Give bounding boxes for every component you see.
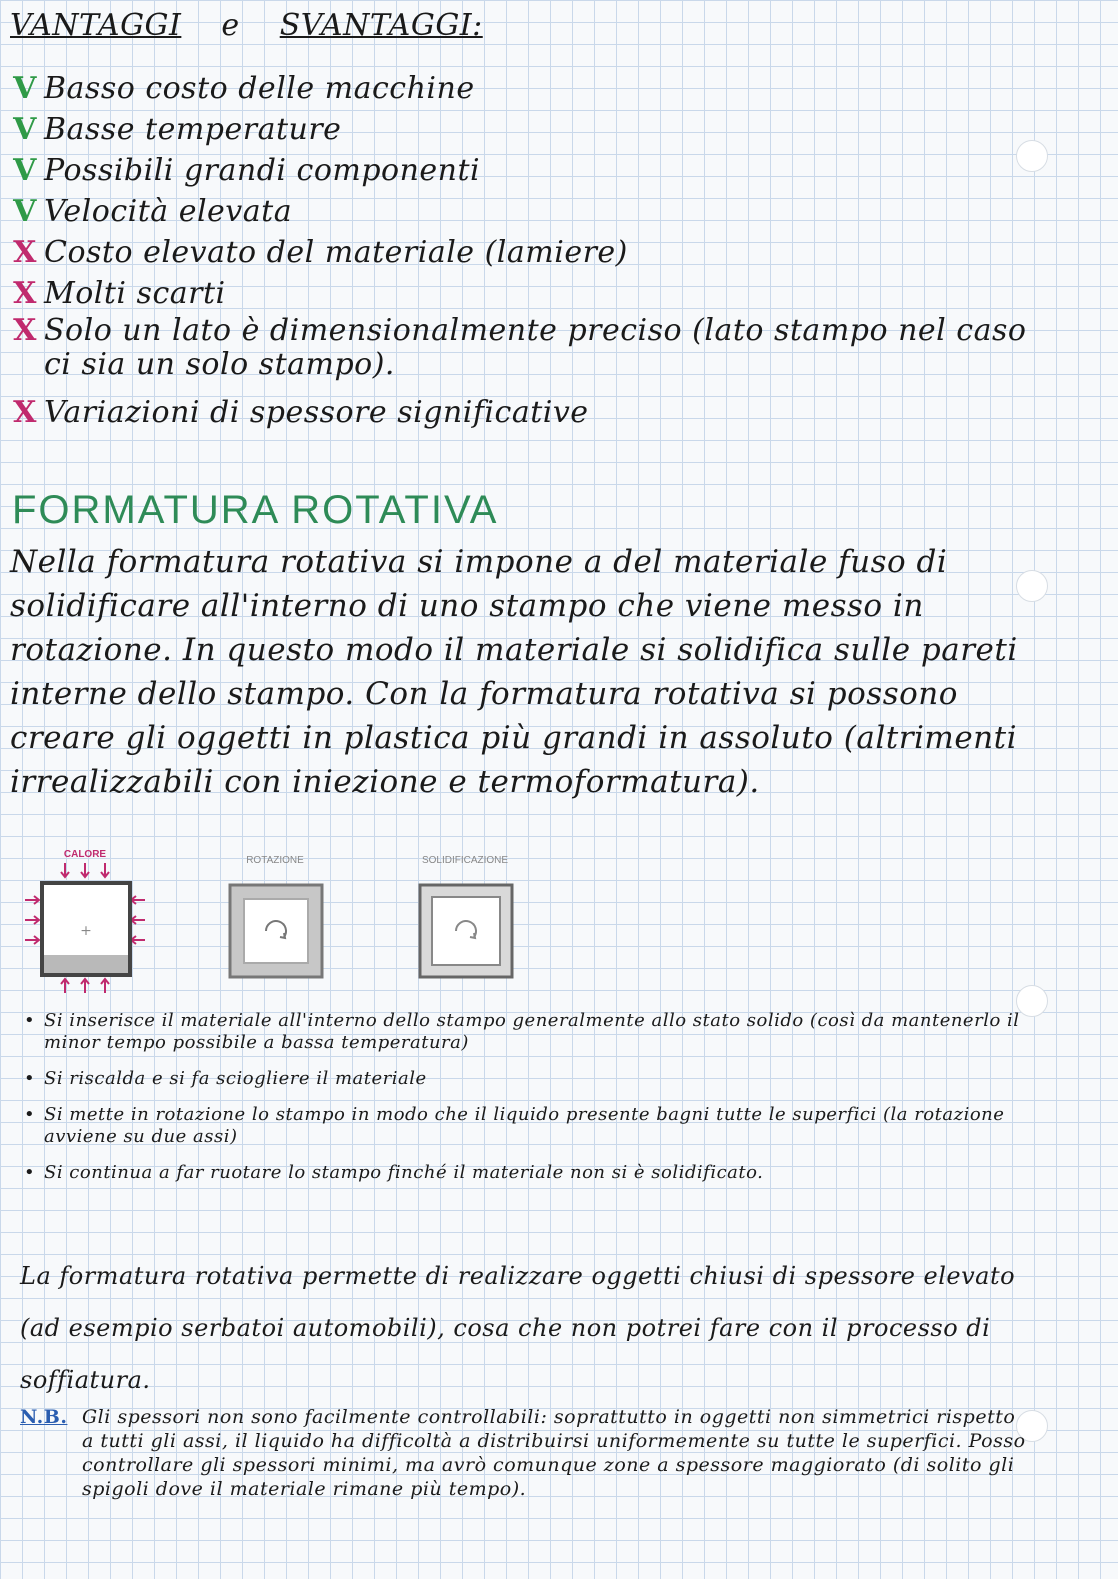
list-item — [6, 109, 1046, 150]
heading-disadvantages: SVANTAGGI: — [279, 8, 483, 43]
check-icon: V — [13, 112, 37, 147]
melted-layer — [244, 899, 308, 963]
axis-plus-icon: + — [80, 923, 92, 939]
list-item: • Si riscalda e si fa sciogliere il materiale — [20, 1068, 1040, 1090]
list-item — [6, 392, 1046, 433]
cross-icon: X — [13, 395, 37, 430]
list-item: • Si inserisce il materiale all'interno dello stampo generalmente allo stato solido (così da mantenerlo il minor tempo possibile a bassa temperatura) — [20, 1010, 1040, 1054]
intro-paragraph: Nella formatura rotativa si impone a del materiale fuso di solidificare all'interno di uno stampo che viene messo in rotazione. In questo modo il materiale si solidifica sulle pareti interne dello stampo. Con la formatura rotativa si possono creare gli oggetti in plastica più grandi in assoluto (altrimenti irrealizzabili con iniezione e termoformatura). — [10, 544, 1018, 800]
section-title: FORMATURA ROTATIVA — [12, 488, 499, 532]
diagram-step-solidification — [420, 855, 512, 977]
list-item-text: Costo elevato del materiale (lamiere) — [44, 235, 628, 270]
diagram-step-heating — [25, 849, 145, 993]
pros-cons-heading — [10, 8, 483, 43]
heading-connector: e — [221, 8, 240, 43]
list-item-text: Variazioni di spessore significative — [44, 395, 589, 430]
check-icon: V — [13, 194, 37, 229]
list-item — [6, 150, 1046, 191]
list-item: • Si continua a far ruotare lo stampo finché il materiale non si è solidificato. — [20, 1162, 1040, 1184]
diagram-label-solidification: SOLIDIFICAZIONE — [421, 855, 509, 866]
list-item: • Si mette in rotazione lo stampo in modo che il liquido presente bagni tutte le superfici (la rotazione avviene su due assi) — [20, 1104, 1040, 1148]
diagram-step-rotation — [230, 855, 322, 977]
note-text: Gli spessori non sono facilmente controllabili: soprattutto in oggetti non simmetrici rispetto a tutti gli assi, il liquido ha difficoltà a distribuirsi uniformemente su tutte le superfici. Posso controllare gli spessori minimi, ma avrò comunque zone a spessore maggiorato (di solito gli spigoli dove il materiale rimane più tempo). — [82, 1406, 1026, 1500]
solid-layer — [432, 897, 500, 965]
list-item — [6, 232, 1046, 273]
note-block — [20, 1405, 1030, 1501]
process-steps-list — [20, 1010, 1040, 1198]
cross-icon: X — [13, 235, 37, 270]
list-item-text: Possibili grandi componenti — [44, 153, 481, 188]
list-item — [6, 314, 1046, 392]
list-item-text: Velocità elevata — [44, 194, 293, 229]
list-item-text: Solo un lato è dimensionalmente preciso (lato stampo nel caso ci sia un solo stampo). — [44, 313, 1027, 382]
list-item — [6, 191, 1046, 232]
list-item — [6, 68, 1046, 109]
list-item-text: Molti scarti — [44, 276, 226, 311]
conclusion-paragraph: La formatura rotativa permette di realizzare oggetti chiusi di spessore elevato (ad esempio serbatoi automobili), cosa che non potrei fare con il processo di soffiatura. — [20, 1262, 1016, 1394]
list-item-text: Basso costo delle macchine — [44, 71, 475, 106]
check-icon: V — [13, 153, 37, 188]
list-item-text: Basse temperature — [44, 112, 342, 147]
pros-cons-list — [6, 68, 1046, 433]
check-icon: V — [13, 71, 37, 106]
cross-icon: X — [13, 313, 37, 348]
note-label: N.B. — [20, 1406, 68, 1428]
list-item — [6, 273, 1046, 314]
heading-advantages: VANTAGGI — [10, 8, 182, 43]
solid-material — [44, 955, 128, 973]
diagram-label-rotation: ROTAZIONE — [246, 855, 304, 866]
diagram-label-heat: CALORE — [63, 849, 107, 860]
cross-icon: X — [13, 276, 37, 311]
process-diagram — [20, 845, 540, 995]
